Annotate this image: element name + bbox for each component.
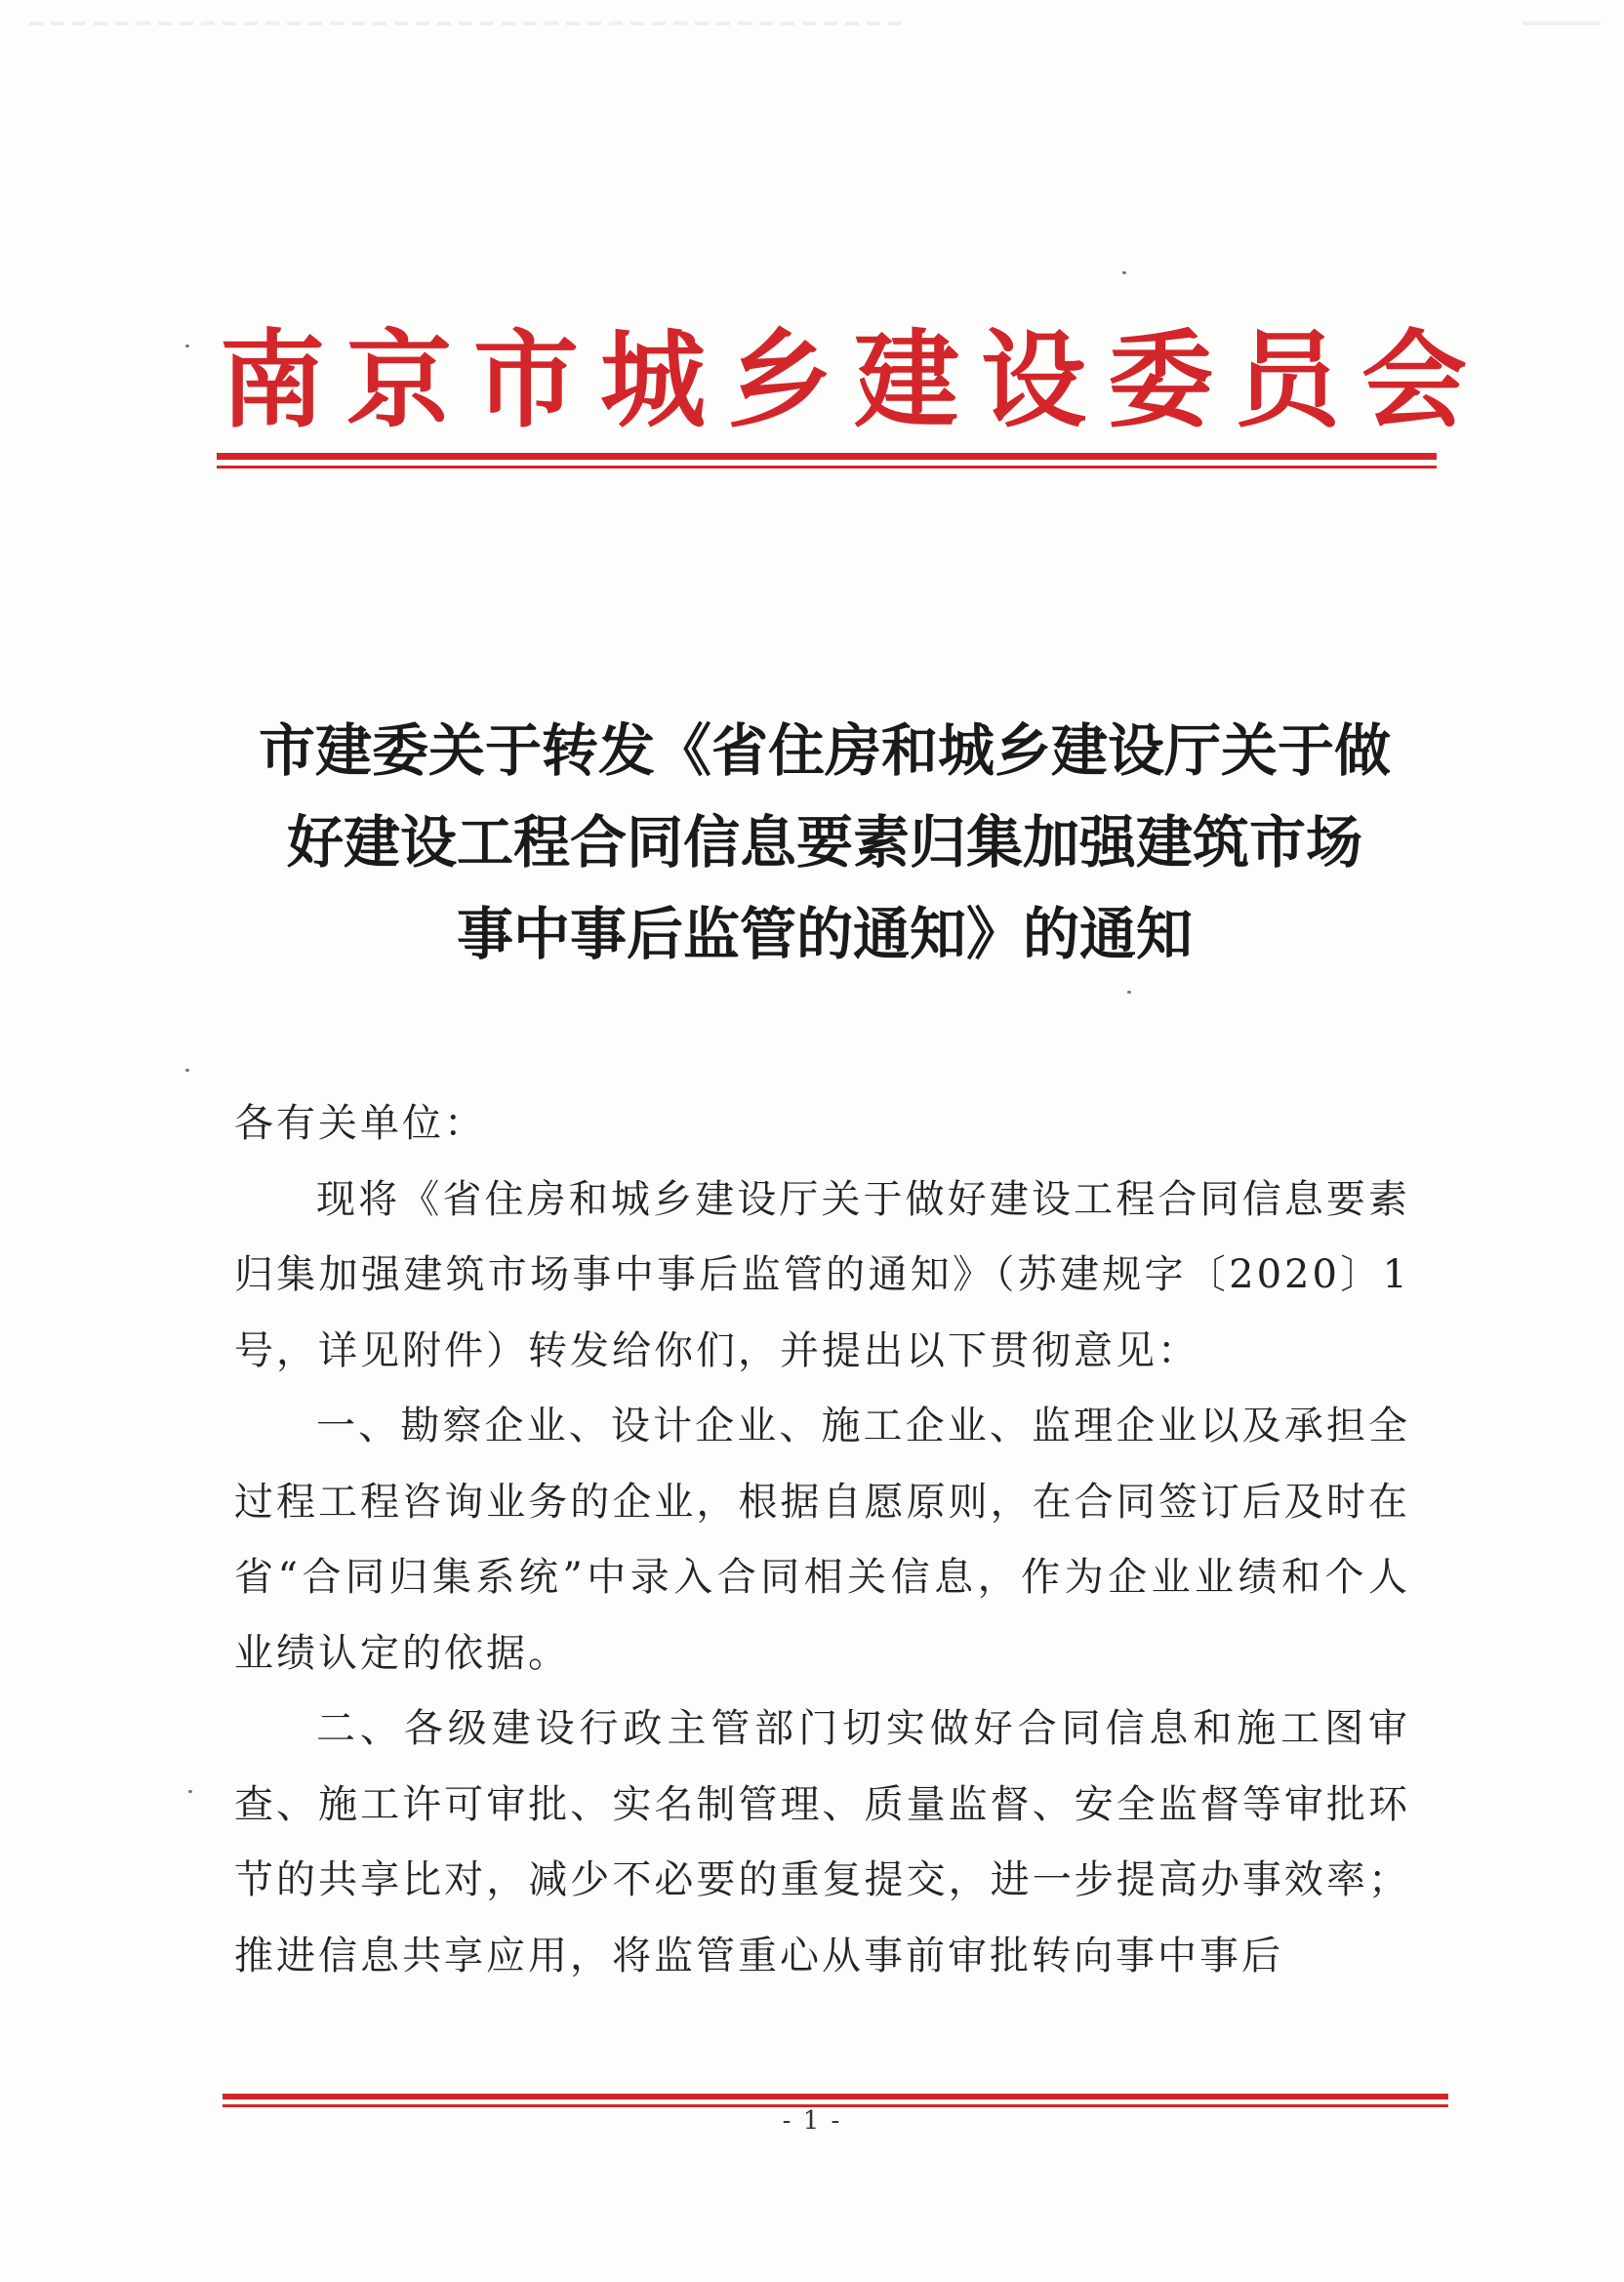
scan-speck [188, 1790, 192, 1793]
title-line: 好建设工程合同信息要素归集加强建筑市场 [286, 809, 1362, 876]
document-body [234, 1086, 1410, 1994]
page-number: - 1 - [782, 2106, 842, 2136]
letterhead-org-name: 南京市城乡建设委员会 [220, 319, 1489, 442]
scan-artifact-top [29, 21, 908, 25]
letterhead-rule-thick [217, 453, 1437, 460]
salutation: 各有关单位： [234, 1101, 486, 1146]
scan-speck [185, 345, 189, 347]
scan-speck [1127, 991, 1131, 994]
body-paragraph: 一、勘察企业、设计企业、施工企业、监理企业以及承担全过程工程咨询业务的企业，根据自愿原则，在合同签订后及时在省“合同归集系统”中录入合同相关信息，作为企业业绩和个人业绩认定的依据。 [234, 1404, 1410, 1676]
footer-rule-thick [223, 2094, 1448, 2099]
title-line: 市建委关于转发《省住房和城乡建设厅关于做 [258, 717, 1391, 784]
body-paragraph: 现将《省住房和城乡建设厅关于做好建设工程合同信息要素归集加强建筑市场事中事后监管的通知》（苏建规字〔2020〕1号，详见附件）转发给你们，并提出以下贯彻意见： [234, 1176, 1410, 1373]
scan-artifact-top-right [1522, 21, 1601, 25]
document-title [215, 705, 1435, 980]
letterhead-rule-thin [217, 466, 1437, 469]
scan-speck [185, 1069, 189, 1072]
scan-speck [1122, 271, 1126, 274]
body-paragraph: 二、各级建设行政主管部门切实做好合同信息和施工图审查、施工许可审批、实名制管理、质量监督、安全监督等审批环节的共享比对，减少不必要的重复提交，进一步提高办事效率；推进信息共享应用，将监管重心从事前审批转向事中事后 [234, 1706, 1410, 1978]
title-line: 事中事后监管的通知》的通知 [456, 901, 1193, 967]
